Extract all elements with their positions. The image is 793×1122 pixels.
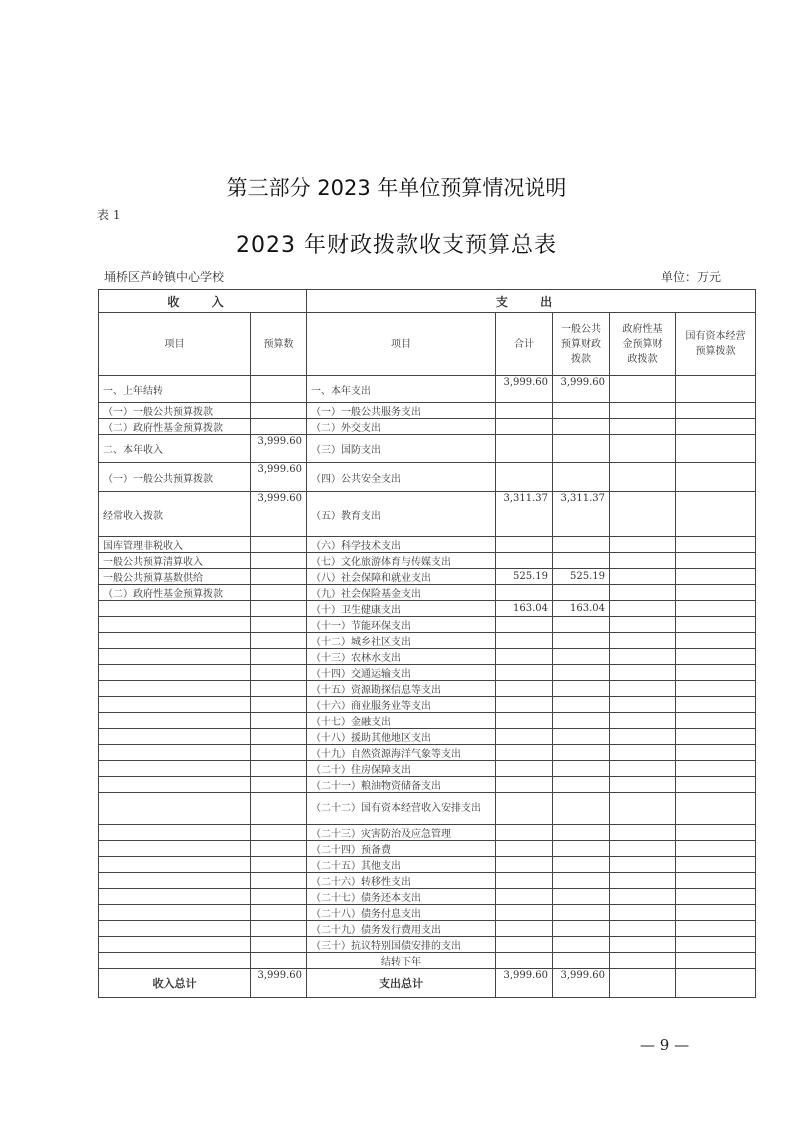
cell-gov-fund (610, 633, 676, 649)
cell-gov-fund (610, 537, 676, 553)
income-header: 收 入 (99, 290, 307, 313)
table-row (99, 873, 756, 889)
cell-income-item (99, 873, 251, 889)
cell-general-public (553, 713, 610, 729)
cell-income-budget (251, 681, 307, 697)
cell-income-budget (251, 793, 307, 825)
cell-total (496, 617, 553, 633)
cell-total (496, 745, 553, 761)
cell-total (496, 665, 553, 681)
cell-income-budget (251, 777, 307, 793)
cell-income-item (99, 841, 251, 857)
cell-income-item (99, 665, 251, 681)
cell-income-item (99, 905, 251, 921)
cell-general-public (553, 905, 610, 921)
table-row (99, 617, 756, 633)
cell-total (496, 921, 553, 937)
cell-expense-item: （二十一）粮油物资储备支出 (307, 777, 496, 793)
cell-gov-fund (610, 745, 676, 761)
cell-general-public (553, 419, 610, 435)
cell-income-item: 一般公共预算清算收入 (99, 553, 251, 569)
cell-state-capital (676, 713, 756, 729)
cell-income-item (99, 937, 251, 953)
col-expense-item: 项目 (307, 313, 496, 376)
cell-total: 525.19 (496, 569, 553, 585)
col-state-capital: 国有资本经营预算拨款 (676, 313, 756, 376)
cell-general-public (553, 537, 610, 553)
cell-income-budget: 3,999.60 (251, 435, 307, 463)
page-number: — 9 — (640, 1036, 690, 1054)
cell-expense-item: （七）文化旅游体育与传媒支出 (307, 553, 496, 569)
cell-total: 3,311.37 (496, 492, 553, 537)
cell-general-public (553, 873, 610, 889)
cell-gov-fund (610, 665, 676, 681)
cell-income-budget (251, 569, 307, 585)
cell-income-budget (251, 376, 307, 403)
cell-gov-fund (610, 601, 676, 617)
cell-general-public (553, 841, 610, 857)
cell-income-budget (251, 825, 307, 841)
income-total-label: 收入总计 (99, 969, 251, 998)
cell-total (496, 825, 553, 841)
table-row (99, 745, 756, 761)
table-row (99, 921, 756, 937)
cell-gov-fund (610, 729, 676, 745)
cell-expense-item: （二十三）灾害防治及应急管理 (307, 825, 496, 841)
cell-state-capital (676, 617, 756, 633)
cell-state-capital (676, 953, 756, 969)
cell-income-budget (251, 553, 307, 569)
cell-general-public (553, 937, 610, 953)
cell-general-public (553, 745, 610, 761)
cell-gov-fund (610, 921, 676, 937)
cell-gov-fund (610, 713, 676, 729)
header-row (99, 290, 756, 313)
cell-gov-fund (610, 617, 676, 633)
budget-table (98, 289, 756, 998)
cell-gov-fund (610, 953, 676, 969)
cell-expense-item: （五）教育支出 (307, 492, 496, 537)
cell-state-capital (676, 857, 756, 873)
cell-gov-fund (610, 905, 676, 921)
cell-income-item (99, 697, 251, 713)
cell-income-item (99, 713, 251, 729)
cell-total: 3,999.60 (496, 376, 553, 403)
table-row (99, 793, 756, 825)
cell-total (496, 905, 553, 921)
cell-income-item: （一）一般公共预算拨款 (99, 403, 251, 419)
cell-expense-item: （四）公共安全支出 (307, 463, 496, 492)
table-row (99, 553, 756, 569)
table-row (99, 713, 756, 729)
cell-state-capital (676, 681, 756, 697)
cell-state-capital (676, 777, 756, 793)
cell-general-public (553, 585, 610, 601)
cell-expense-item: （二十九）债务发行费用支出 (307, 921, 496, 937)
cell-expense-item: （十九）自然资源海洋气象等支出 (307, 745, 496, 761)
table-row (99, 376, 756, 403)
cell-expense-item: （十七）金融支出 (307, 713, 496, 729)
cell-expense-item: （八）社会保障和就业支出 (307, 569, 496, 585)
cell-expense-item: （三十）抗议特别国债安排的支出 (307, 937, 496, 953)
table-number: 表 1 (97, 208, 121, 222)
cell-total (496, 713, 553, 729)
cell-total (496, 463, 553, 492)
table-row (99, 905, 756, 921)
cell-expense-item: （十二）城乡社区支出 (307, 633, 496, 649)
cell-income-budget (251, 905, 307, 921)
cell-state-capital (676, 553, 756, 569)
cell-income-item (99, 889, 251, 905)
cell-income-item (99, 793, 251, 825)
table-row (99, 777, 756, 793)
table-row (99, 585, 756, 601)
cell-income-budget: 3,999.60 (251, 492, 307, 537)
cell-income-item (99, 681, 251, 697)
cell-expense-item: （二十四）预备费 (307, 841, 496, 857)
organization-name: 埇桥区芦岭镇中心学校 (104, 270, 225, 284)
cell-total (496, 857, 553, 873)
table-row (99, 569, 756, 585)
cell-state-capital (676, 937, 756, 953)
expense-header: 支 出 (307, 290, 756, 313)
cell-general-public (553, 617, 610, 633)
cell-general-public (553, 403, 610, 419)
cell-general-public (553, 633, 610, 649)
cell-general-public (553, 553, 610, 569)
cell-income-budget (251, 937, 307, 953)
cell-expense-item: （十）卫生健康支出 (307, 601, 496, 617)
table-row (99, 419, 756, 435)
cell-total (496, 633, 553, 649)
table-row (99, 665, 756, 681)
cell-general-public (553, 921, 610, 937)
table-row (99, 601, 756, 617)
cell-general-public (553, 649, 610, 665)
cell-income-item: 一般公共预算基数供给 (99, 569, 251, 585)
cell-income-budget (251, 713, 307, 729)
table-row (99, 889, 756, 905)
table-row (99, 681, 756, 697)
cell-state-capital (676, 419, 756, 435)
cell-general-public (553, 665, 610, 681)
cell-income-budget (251, 617, 307, 633)
cell-total (496, 761, 553, 777)
cell-expense-item: （一）一般公共服务支出 (307, 403, 496, 419)
col-general-public: 一般公共预算财政拨款 (553, 313, 610, 376)
cell-state-capital (676, 633, 756, 649)
cell-general-public (553, 857, 610, 873)
cell-state-capital (676, 435, 756, 463)
cell-gov-fund (610, 553, 676, 569)
cell-income-budget (251, 841, 307, 857)
cell-state-capital (676, 729, 756, 745)
cell-general-public (553, 681, 610, 697)
cell-income-item: （二）政府性基金预算拨款 (99, 419, 251, 435)
cell-state-capital (676, 825, 756, 841)
cell-gov-fund (610, 681, 676, 697)
income-total-value: 3,999.60 (251, 969, 307, 998)
expense-total-state-capital (676, 969, 756, 998)
cell-gov-fund (610, 873, 676, 889)
cell-state-capital (676, 793, 756, 825)
cell-state-capital (676, 697, 756, 713)
cell-total (496, 953, 553, 969)
table-row (99, 435, 756, 463)
table-row (99, 697, 756, 713)
table-row (99, 953, 756, 969)
cell-general-public: 525.19 (553, 569, 610, 585)
cell-income-item: 国库管理非税收入 (99, 537, 251, 553)
cell-expense-item: （二十）住房保障支出 (307, 761, 496, 777)
cell-income-item (99, 825, 251, 841)
cell-state-capital (676, 921, 756, 937)
cell-income-budget (251, 403, 307, 419)
cell-expense-item: （十六）商业服务业等支出 (307, 697, 496, 713)
cell-income-item (99, 617, 251, 633)
cell-state-capital (676, 761, 756, 777)
cell-general-public (553, 825, 610, 841)
cell-total (496, 729, 553, 745)
cell-expense-item: （十一）节能环保支出 (307, 617, 496, 633)
cell-state-capital (676, 601, 756, 617)
expense-total-general-public: 3,999.60 (553, 969, 610, 998)
cell-total (496, 841, 553, 857)
cell-expense-item: （二十七）债务还本支出 (307, 889, 496, 905)
cell-expense-item: （二十五）其他支出 (307, 857, 496, 873)
cell-expense-item: （十五）资源勘探信息等支出 (307, 681, 496, 697)
cell-general-public (553, 761, 610, 777)
cell-gov-fund (610, 825, 676, 841)
cell-income-item (99, 921, 251, 937)
cell-total (496, 649, 553, 665)
cell-expense-item: （三）国防支出 (307, 435, 496, 463)
cell-total (496, 889, 553, 905)
expense-total-value: 3,999.60 (496, 969, 553, 998)
cell-general-public (553, 793, 610, 825)
cell-gov-fund (610, 492, 676, 537)
cell-state-capital (676, 463, 756, 492)
cell-expense-item: （二）外交支出 (307, 419, 496, 435)
cell-gov-fund (610, 937, 676, 953)
table-row (99, 761, 756, 777)
cell-income-budget (251, 537, 307, 553)
table-row (99, 649, 756, 665)
unit-label: 单位：万元 (660, 270, 721, 284)
cell-general-public (553, 697, 610, 713)
expense-total-label: 支出总计 (307, 969, 496, 998)
cell-general-public: 163.04 (553, 601, 610, 617)
cell-gov-fund (610, 585, 676, 601)
table-row (99, 841, 756, 857)
cell-income-budget (251, 633, 307, 649)
cell-expense-item: 结转下年 (307, 953, 496, 969)
cell-expense-item: （十三）农林水支出 (307, 649, 496, 665)
cell-gov-fund (610, 697, 676, 713)
cell-income-budget (251, 953, 307, 969)
table-title: 2023 年财政拨款收支预算总表 (236, 233, 557, 258)
cell-gov-fund (610, 841, 676, 857)
cell-general-public (553, 777, 610, 793)
cell-income-item (99, 745, 251, 761)
cell-total (496, 419, 553, 435)
cell-gov-fund (610, 857, 676, 873)
col-total: 合计 (496, 313, 553, 376)
cell-income-item (99, 601, 251, 617)
cell-total (496, 585, 553, 601)
cell-income-budget (251, 585, 307, 601)
cell-state-capital (676, 889, 756, 905)
cell-general-public: 3,311.37 (553, 492, 610, 537)
cell-income-item: （二）政府性基金预算拨款 (99, 585, 251, 601)
cell-expense-item: （二十二）国有资本经营收入安排支出 (307, 793, 496, 825)
cell-income-budget (251, 889, 307, 905)
cell-total (496, 681, 553, 697)
cell-income-budget (251, 649, 307, 665)
cell-income-item (99, 777, 251, 793)
cell-gov-fund (610, 463, 676, 492)
cell-state-capital (676, 745, 756, 761)
col-income-item: 项目 (99, 313, 251, 376)
table-row (99, 633, 756, 649)
cell-income-item (99, 761, 251, 777)
cell-expense-item: （二十六）转移性支出 (307, 873, 496, 889)
cell-general-public (553, 463, 610, 492)
cell-state-capital (676, 649, 756, 665)
table-row (99, 857, 756, 873)
cell-state-capital (676, 537, 756, 553)
cell-income-budget (251, 665, 307, 681)
cell-general-public: 3,999.60 (553, 376, 610, 403)
cell-income-budget (251, 857, 307, 873)
cell-income-budget (251, 729, 307, 745)
cell-income-budget (251, 601, 307, 617)
cell-income-budget (251, 697, 307, 713)
table-row (99, 937, 756, 953)
cell-income-item (99, 649, 251, 665)
cell-gov-fund (610, 435, 676, 463)
cell-gov-fund (610, 889, 676, 905)
cell-state-capital (676, 841, 756, 857)
cell-total (496, 697, 553, 713)
part-title: 第三部分 2023 年单位预算情况说明 (226, 176, 567, 200)
cell-gov-fund (610, 403, 676, 419)
col-income-budget: 预算数 (251, 313, 307, 376)
cell-state-capital (676, 492, 756, 537)
cell-gov-fund (610, 777, 676, 793)
cell-total: 163.04 (496, 601, 553, 617)
cell-income-budget (251, 921, 307, 937)
cell-gov-fund (610, 569, 676, 585)
cell-expense-item: （十八）援助其他地区支出 (307, 729, 496, 745)
cell-total (496, 873, 553, 889)
table-row (99, 537, 756, 553)
cell-general-public (553, 435, 610, 463)
cell-total (496, 435, 553, 463)
table-row (99, 825, 756, 841)
expense-total-gov-fund (610, 969, 676, 998)
cell-gov-fund (610, 376, 676, 403)
subheader-row (99, 313, 756, 376)
cell-income-budget (251, 761, 307, 777)
cell-total (496, 937, 553, 953)
cell-expense-item: （九）社会保险基金支出 (307, 585, 496, 601)
cell-income-item (99, 953, 251, 969)
cell-expense-item: （十四）交通运输支出 (307, 665, 496, 681)
cell-state-capital (676, 873, 756, 889)
cell-state-capital (676, 665, 756, 681)
cell-gov-fund (610, 761, 676, 777)
cell-income-budget (251, 419, 307, 435)
table-row (99, 729, 756, 745)
cell-income-budget (251, 745, 307, 761)
cell-state-capital (676, 905, 756, 921)
table-row (99, 492, 756, 537)
cell-income-item (99, 633, 251, 649)
cell-gov-fund (610, 419, 676, 435)
cell-general-public (553, 889, 610, 905)
col-gov-fund: 政府性基金预算财政拨款 (610, 313, 676, 376)
cell-income-item (99, 729, 251, 745)
cell-expense-item: （二十八）债务付息支出 (307, 905, 496, 921)
cell-total (496, 537, 553, 553)
cell-income-item (99, 857, 251, 873)
totals-row (99, 969, 756, 998)
cell-gov-fund (610, 649, 676, 665)
cell-income-item: 二、本年收入 (99, 435, 251, 463)
table-row (99, 403, 756, 419)
cell-state-capital (676, 569, 756, 585)
cell-total (496, 777, 553, 793)
cell-total (496, 553, 553, 569)
cell-income-budget: 3,999.60 (251, 463, 307, 492)
cell-income-budget (251, 873, 307, 889)
cell-state-capital (676, 376, 756, 403)
cell-income-item: 一、上年结转 (99, 376, 251, 403)
cell-state-capital (676, 585, 756, 601)
cell-income-item: 经常收入拨款 (99, 492, 251, 537)
cell-expense-item: （六）科学技术支出 (307, 537, 496, 553)
cell-general-public (553, 953, 610, 969)
cell-state-capital (676, 403, 756, 419)
cell-expense-item: 一、本年支出 (307, 376, 496, 403)
table-row (99, 463, 756, 492)
cell-total (496, 793, 553, 825)
cell-total (496, 403, 553, 419)
cell-general-public (553, 729, 610, 745)
cell-gov-fund (610, 793, 676, 825)
cell-income-item: （一）一般公共预算拨款 (99, 463, 251, 492)
